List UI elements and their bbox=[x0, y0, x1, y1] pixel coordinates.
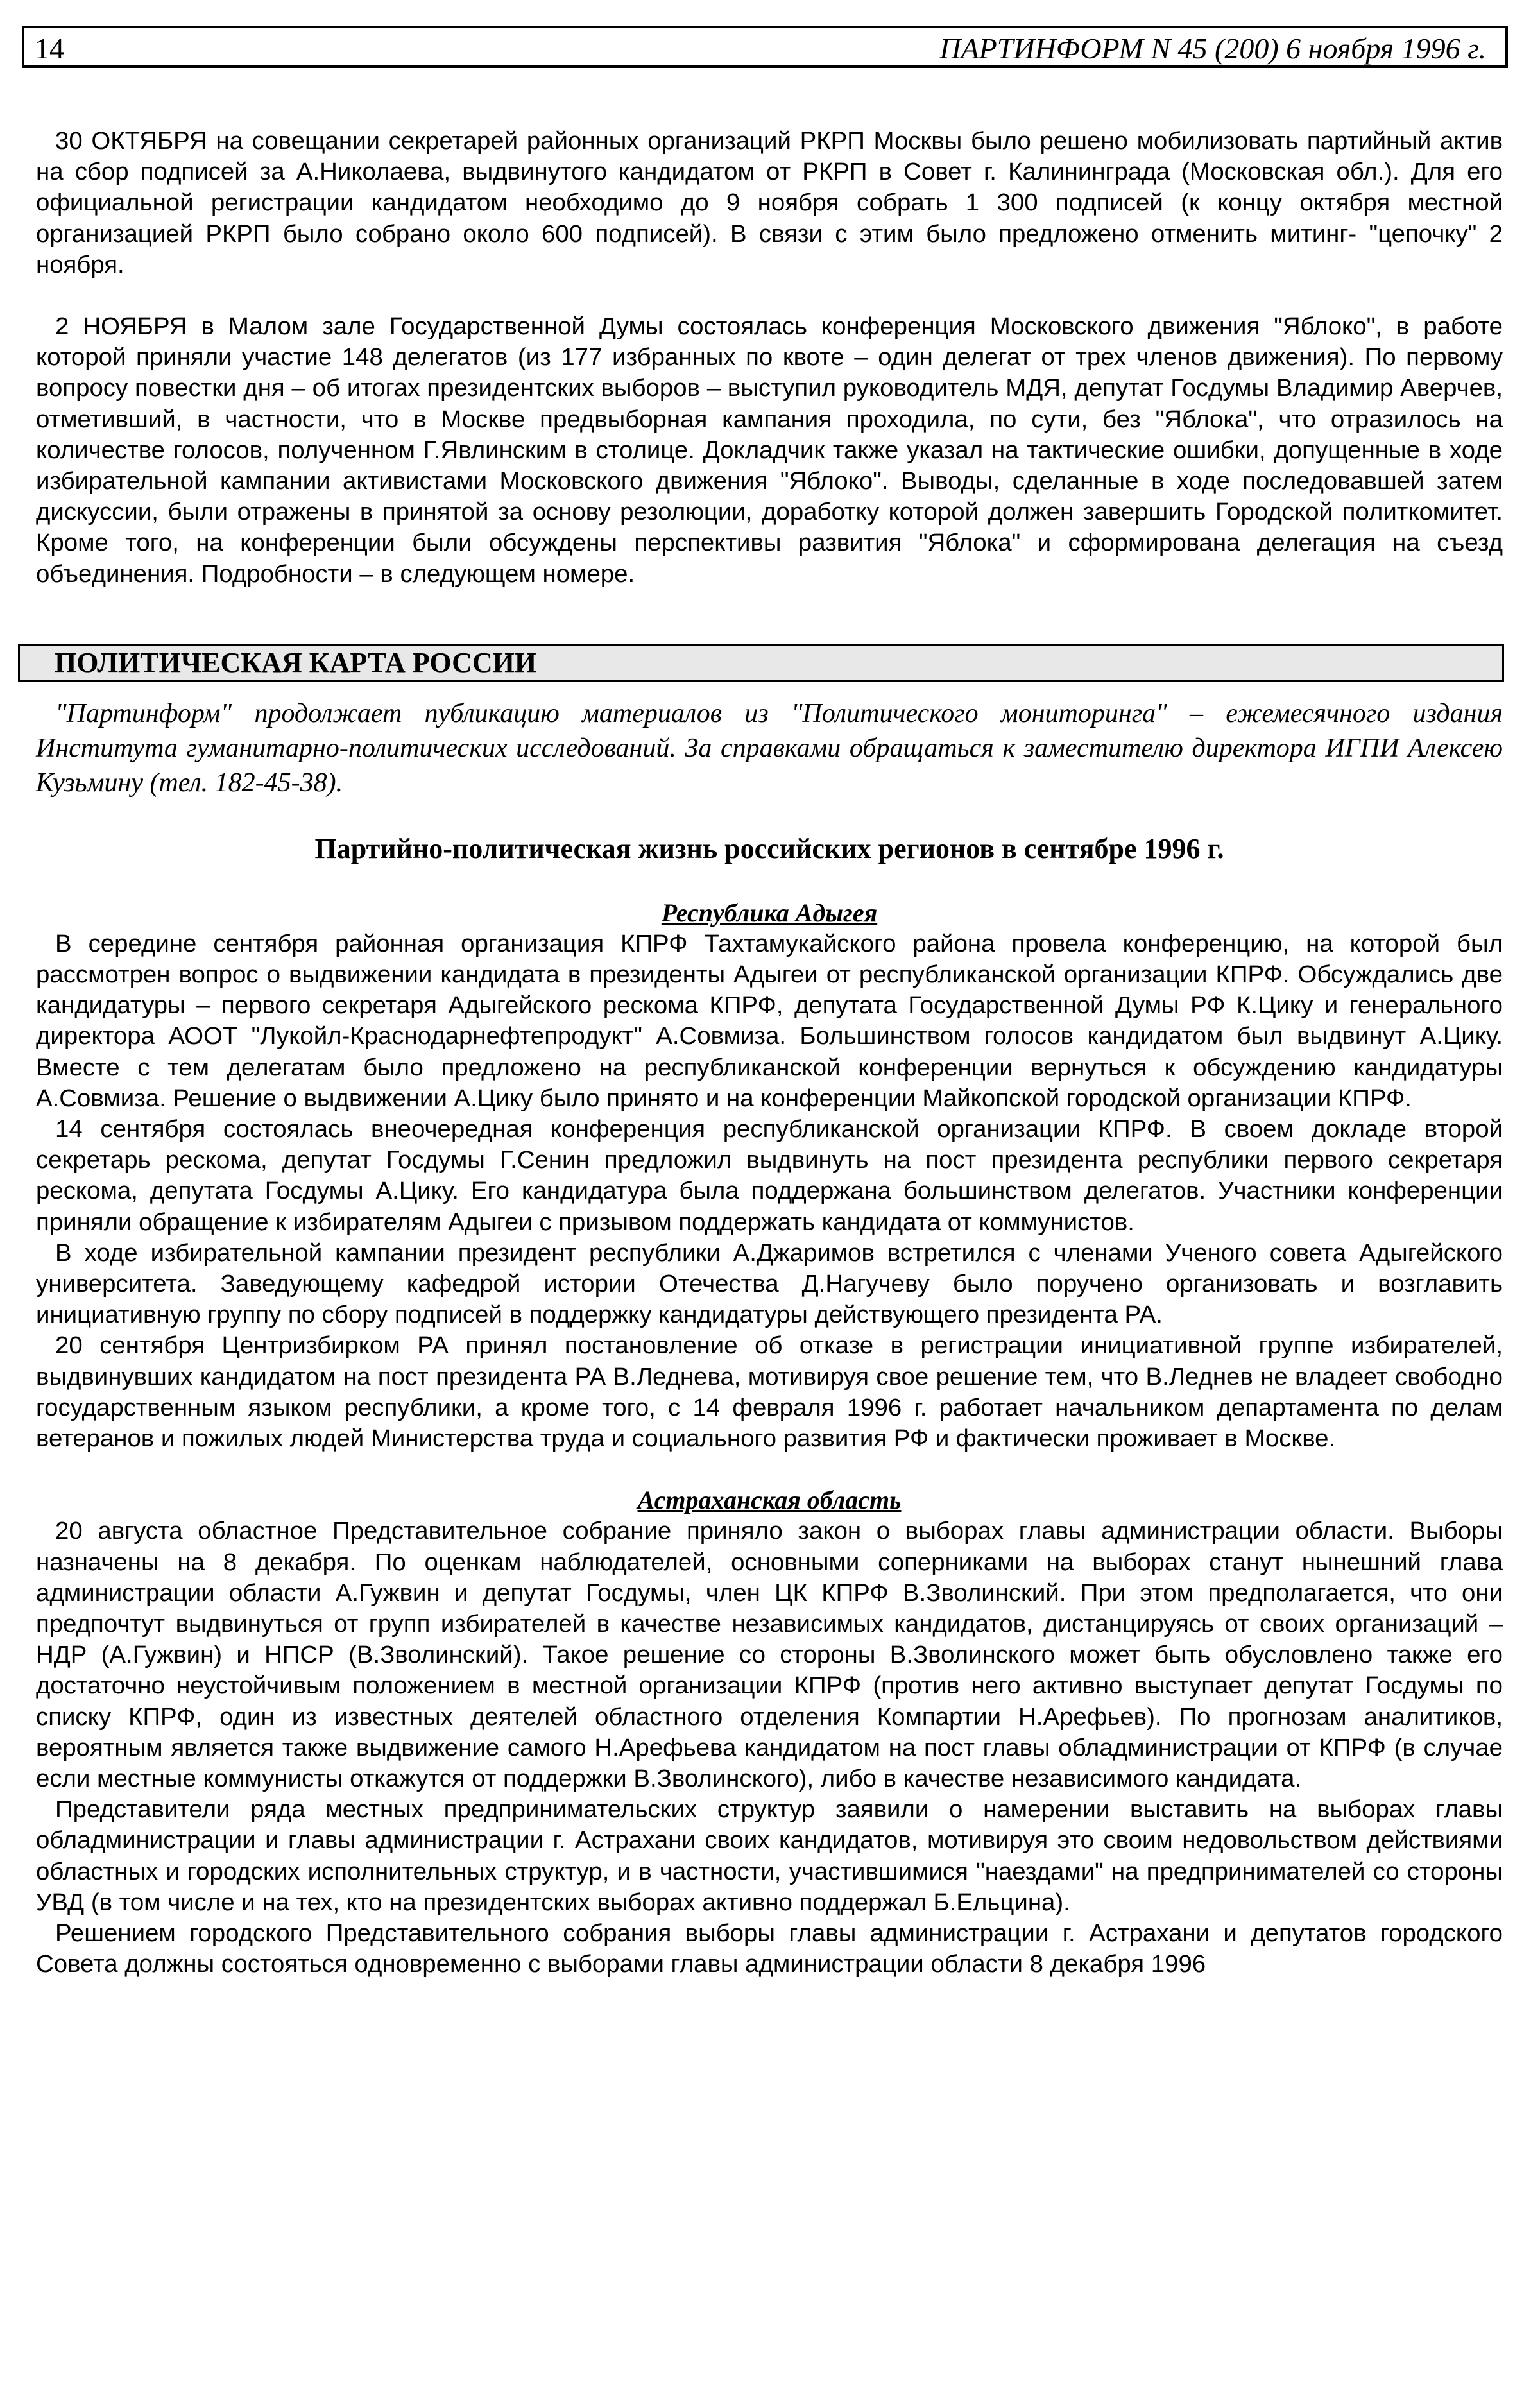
region-paragraph: Представители ряда местных предпринимательских структур заявили о намерении выставить на выборах главы обладминистрации и главы администрации г. Астрахани своих кандидатов, мотивируя это своим недовольством действиями областных и городских исполнительных структур, и в частности, участившимися "наездами" на предпринимателей со стороны УВД (в том числе и на тех, кто на президентских выборах активно поддержал Б.Ельцина). bbox=[36, 1795, 1503, 1916]
region-heading: Астраханская область bbox=[637, 1486, 902, 1515]
section-intro: "Партинформ" продолжает публикацию материалов из "Политического мониторинга" – ежемесячного издания Института гуманитарно-политических исследований. За справками обращаться к заместителю директора ИГПИ Алексею Кузьмину (тел. 182-45-38). bbox=[36, 698, 1503, 798]
region-paragraph: 14 сентября состоялась внеочередная конференция республиканской организации КПРФ. В своем докладе второй секретарь рескома, депутат Госдумы Г.Сенин предложил выдвинуть на пост президента республики первого секретаря рескома, депутата Госдумы А.Цику. Его кандидатура была поддержана большинством делегатов. Участники конференции приняли обращение к избирателям Адыгеи с призывом поддержать кандидата от коммунистов. bbox=[36, 1115, 1503, 1236]
news-item: 2 НОЯБРЯ в Малом зале Государственной Думы состоялась конференция Московского движения "Яблоко", в работе которой приняли участие 148 делегатов (из 177 избранных по квоте – один делегат от трех членов движения). По первому вопросу повестки дня – об итогах президентских выборов – выступил руководитель МДЯ, депутат Госдумы Владимир Аверчев, отметивший, в частности, что в Москве предвыборная кампания проходила, по сути, без "Яблока", что отразилось на количестве голосов, полученном Г.Явлинским в столице. Докладчик также указал на тактические ошибки, допущенные в ходе избирательной кампании активистами Московского движения "Яблоко". Выводы, сделанные в ходе последовавшей затем дискуссии, были отражены в принятой за основу резолюции, доработку которой должен завершить Городской политкомитет. Кроме того, на конференции были обсуждены перспективы развития "Яблока" и сформирована делегация на съезд объединения. Подробности – в следующем номере. bbox=[36, 313, 1503, 588]
publication-title: ПАРТИНФОРМ N 45 (200) 6 ноября 1996 г. bbox=[939, 32, 1486, 65]
region-paragraph: В середине сентября районная организация КПРФ Тахтамукайского района провела конференцию, на которой был рассмотрен вопрос о выдвижении кандидата в президенты Адыгеи от республиканской организации КПРФ. Обсуждались две кандидатуры – первого секретаря Адыгейского рескома КПРФ, депутата Государственной Думы РФ К.Цику и генерального директора АООТ "Лукойл-Краснодарнефтепродукт" А.Совмиза. Большинством голосов кандидатом был выдвинут А.Цику. Вместе с тем делегатам было предложено на республиканской конференции вернуться к обсуждению кандидатуры А.Совмиза. Решение о выдвижении А.Цику было принято и на конференции Майкопской городской организации КПРФ. bbox=[36, 929, 1503, 1112]
page-header bbox=[22, 26, 1508, 68]
page-number: 14 bbox=[35, 32, 64, 65]
section-banner: ПОЛИТИЧЕСКАЯ КАРТА РОССИИ bbox=[18, 644, 1504, 682]
region-paragraph: В ходе избирательной кампании президент республики А.Джаримов встретился с членами Ученого совета Адыгейского университета. Заведующему кафедрой истории Отечества Д.Нагучеву было поручено организовать и возглавить инициативную группу по сбору подписей в поддержку кандидатуры действующего президента РА. bbox=[36, 1238, 1503, 1329]
region-heading: Республика Адыгея bbox=[661, 898, 878, 927]
article-heading: Партийно-политическая жизнь российских регионов в сентябре 1996 г. bbox=[314, 832, 1224, 864]
news-item: 30 ОКТЯБРЯ на совещании секретарей районных организаций РКРП Москвы было решено мобилизовать партийный актив на сбор подписей за А.Николаева, выдвинутого кандидатом от РКРП в Совет г. Калининграда (Московская обл.). Для его официальной регистрации кандидатом необходимо до 9 ноября собрать 1 300 подписей (к концу октября местной организацией РКРП было собрано около 600 подписей). В связи с этим было предложено отменить митинг- "цепочку" 2 ноября. bbox=[36, 127, 1503, 278]
region-paragraph: Решением городского Представительного собрания выборы главы администрации г. Астрахани и депутатов городского Совета должны состояться одновременно с выборами главы администрации области 8 декабря 1996 bbox=[36, 1919, 1503, 1978]
page-content bbox=[36, 126, 1503, 1980]
region-paragraph: 20 сентября Центризбирком РА принял постановление об отказе в регистрации инициативной группе избирателей, выдвинувших кандидатом на пост президента РА В.Леднева, мотивируя свое решение тем, что В.Леднев не владеет свободно государственным языком республики, а кроме того, с 14 февраля 1996 г. работает начальником департамента по делам ветеранов и пожилых людей Министерства труда и социального развития РФ и фактически проживает в Москве. bbox=[36, 1332, 1503, 1453]
region-paragraph: 20 августа областное Представительное собрание приняло закон о выборах главы администрации области. Выборы назначены на 8 декабря. По оценкам наблюдателей, основными соперниками на выборах станут нынешний глава администрации области А.Гужвин и депутат Госдумы, член ЦК КПРФ В.Зволинский. При этом предполагается, что они предпочтут выдвинуться от групп избирателей в качестве независимых кандидатов, дистанцируясь от своих организаций – НДР (А.Гужвин) и НПСР (В.Зволинский). Такое решение со стороны В.Зволинского может быть обусловлено также его достаточно неустойчивым положением в местной организации КПРФ (против него активно выступает депутат Госдумы по списку КПРФ, один из известных деятелей областного отделения Компартии Н.Арефьев). По прогнозам аналитиков, вероятным является также выдвижение самого Н.Арефьева кандидатом на пост главы обладминистрации от КПРФ (в случае если местные коммунисты откажутся от поддержки В.Зволинского), либо в качестве независимого кандидата. bbox=[36, 1517, 1503, 1792]
